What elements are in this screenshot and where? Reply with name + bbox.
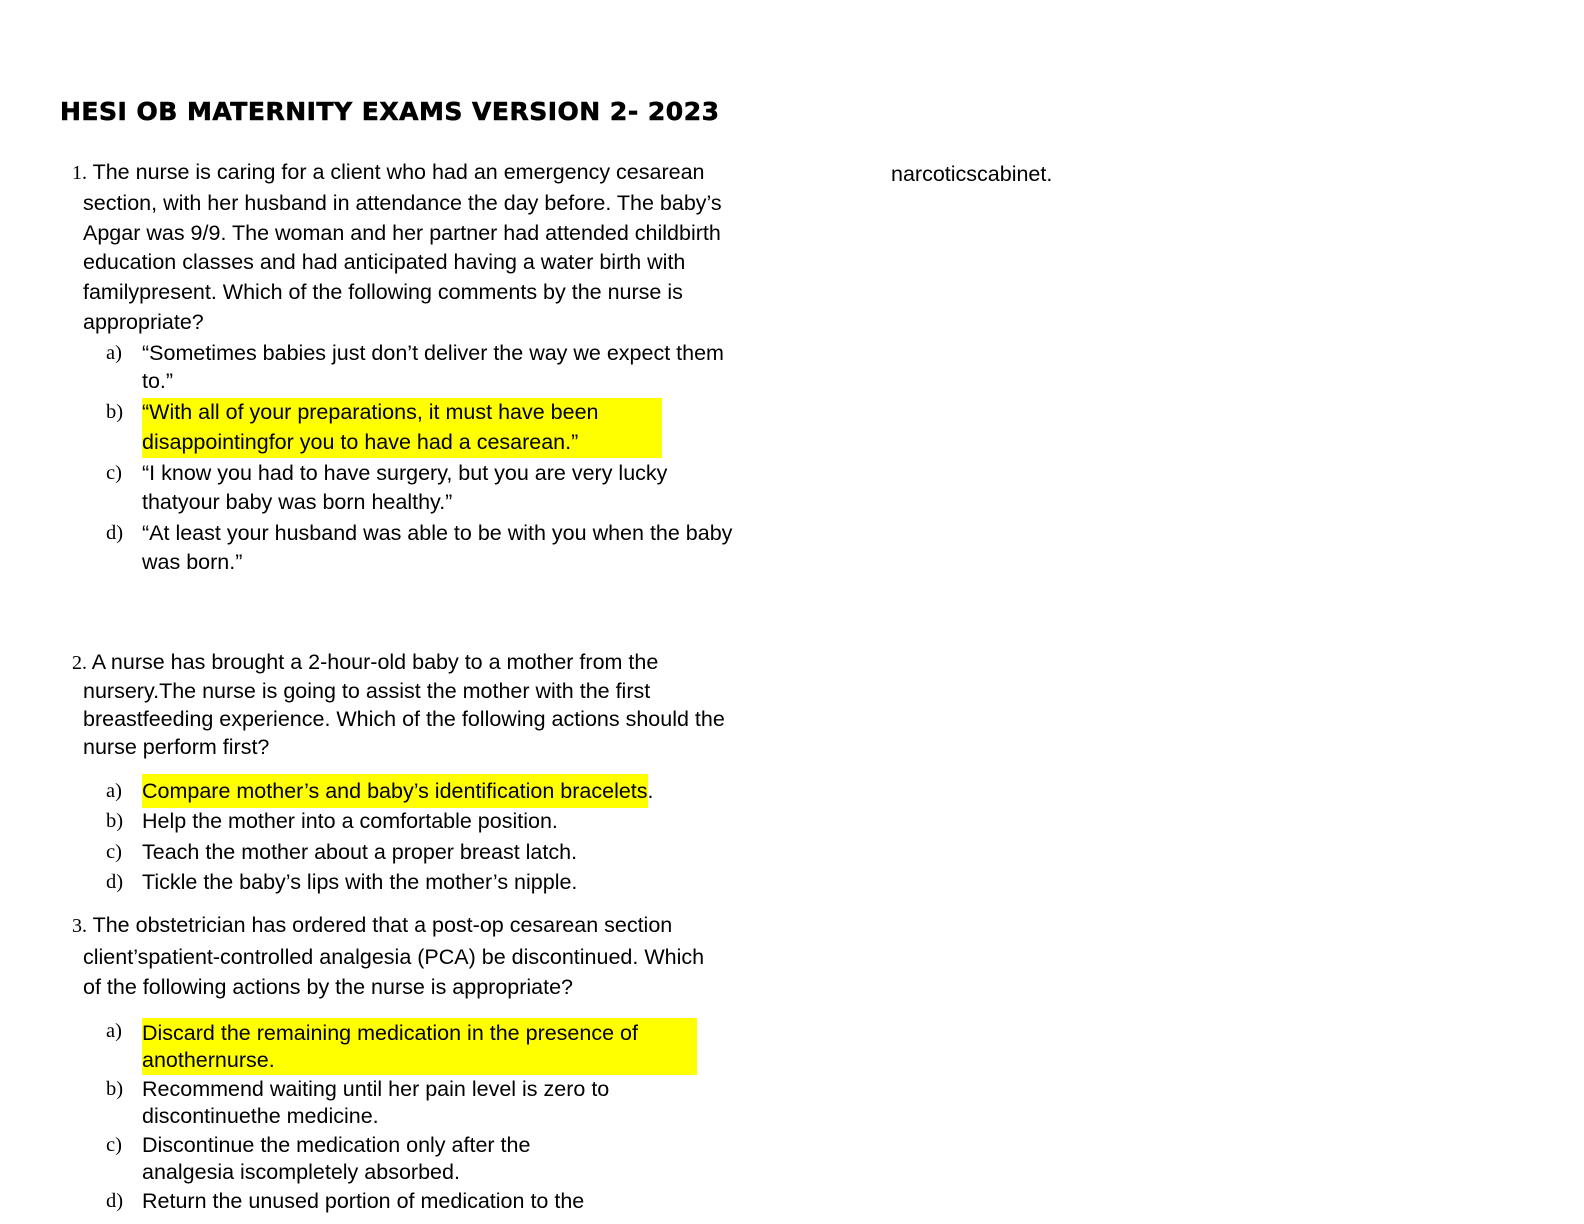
question-3 [72,910,762,1216]
option-text: Tickle the baby’s lips with the mother’s nipple. [142,869,578,894]
question-number: 1. [72,162,87,184]
continued-text-fragment: narcoticscabinet. [891,162,1053,186]
option-text: Return the unused portion of medication to the [142,1188,585,1213]
option-letter: b) [106,1077,124,1100]
option-text-highlighted: “With all of your preparations, it must have been disappointingfor you to have had a cesarean.” [142,398,662,458]
question-stem [72,158,762,338]
option-letter: a) [106,780,122,802]
option-d [72,519,762,577]
option-letter: b) [106,810,124,833]
option-text-highlighted: Compare mother’s and baby’s identification bracelets [142,774,648,808]
option-c [72,459,762,519]
question-stem [72,910,723,1003]
option-text: Discontinue the medication only after the analgesia iscompletely absorbed. [142,1132,531,1184]
option-d [72,867,762,897]
question-text: A nurse has brought a 2-hour-old baby to a mother from the nursery.The nurse is going to assist the mother with the first breastfeeding experience. Which of the following actions should the nurse perform first? [83,650,725,759]
question-number: 3. [72,915,87,937]
option-letter: a) [106,1019,122,1042]
option-a-correct [72,1018,762,1075]
option-d [72,1188,762,1216]
option-a [72,339,762,397]
option-b-correct [72,398,762,458]
option-letter: c) [106,840,122,863]
option-letter: d) [106,1189,124,1212]
option-c [72,1132,762,1187]
answer-options [72,776,762,897]
option-text-suffix: . [647,779,654,803]
option-text: Teach the mother about a proper breast latch. [142,839,578,864]
option-text: “I know you had to have surgery, but you are very lucky thatyour baby was born healthy.” [142,460,668,515]
option-letter: c) [106,461,122,484]
option-letter: d) [106,522,124,545]
question-1 [72,158,762,579]
option-letter: c) [106,1133,122,1156]
answer-options [72,1018,762,1216]
option-text: Recommend waiting until her pain level is zero to discontinuethe medicine. [142,1076,610,1128]
question-text: The obstetrician has ordered that a post-op cesarean section client’spatient-controlled analgesia (PCA) be discontinued. Which of the following actions by the nurse is appropriate? [83,913,705,999]
question-number: 2. [72,652,87,674]
answer-options [72,339,762,578]
option-text: Help the mother into a comfortable position. [142,809,558,834]
option-text: “At least your husband was able to be with you when the baby was born.” [142,521,733,574]
option-text: “Sometimes babies just don’t deliver the way we expect them to.” [142,340,724,394]
question-text: The nurse is caring for a client who had an emergency cesarean section, with her husband in attendance the day before. The baby’s Apgar was 9/9. The woman and her partner had attended childbirth education classes and had anticipated having a water birth with familypresent. Which of the following comments by the nurse is appropriate? [83,160,722,334]
option-letter: b) [106,401,124,424]
option-letter: a) [106,341,122,364]
question-stem [72,648,733,761]
question-2 [72,648,762,897]
option-a-correct [72,776,762,806]
option-letter: d) [106,870,124,893]
option-b [72,806,762,836]
document-title: HESI OB MATERNITY EXAMS VERSION 2- 2023 [60,97,720,126]
option-text-highlighted: Discard the remaining medication in the presence of anothernurse. [142,1018,697,1075]
option-b [72,1076,762,1131]
option-c [72,837,762,867]
